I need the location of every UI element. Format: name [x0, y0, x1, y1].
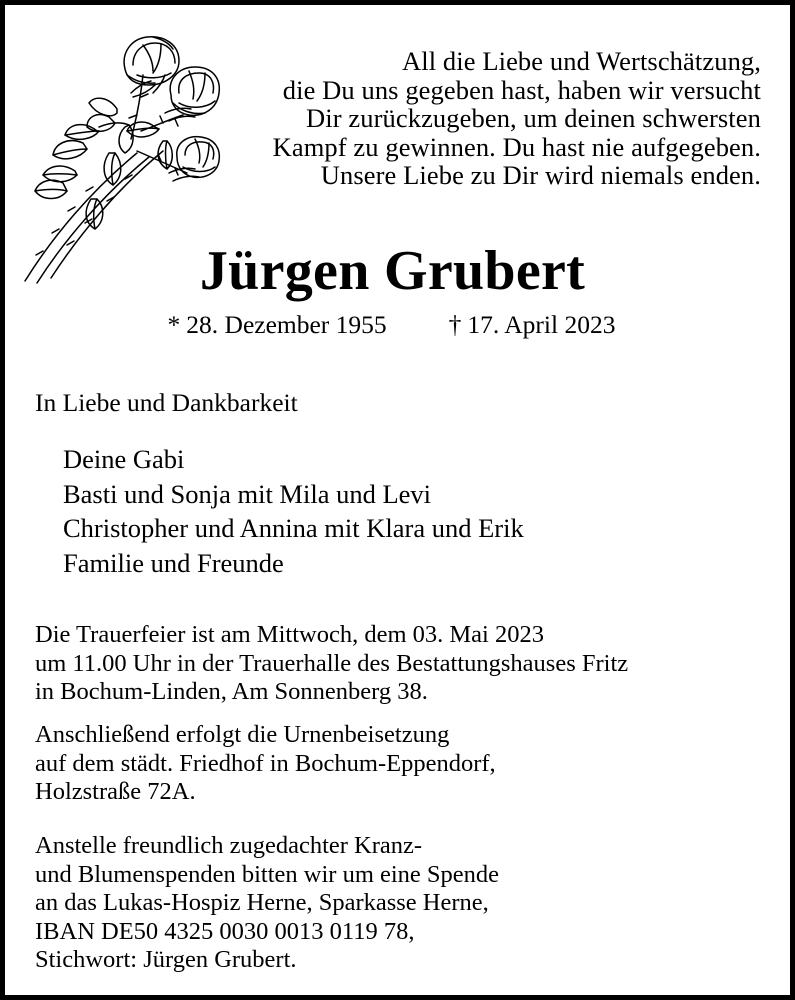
ceremony-line: in Bochum-Linden, Am Sonnenberg 38.: [35, 678, 428, 705]
ceremony-line: um 11.00 Uhr in der Trauerhalle des Bestattungshauses Fritz: [35, 649, 629, 677]
donation-line: an das Lukas-Hospiz Herne, Sparkasse Herne,: [35, 889, 489, 916]
death-date: [449, 310, 616, 340]
mourner-line: Basti und Sonja mit Mila und Levi: [63, 478, 432, 509]
birth-date-text: 28. Dezember 1955: [186, 310, 387, 339]
memorial-verse: [205, 47, 761, 190]
notice-content-area: [5, 5, 790, 995]
ceremony-details: [35, 621, 628, 707]
mourner-line: Christopher und Annina mit Klara und Erik: [63, 513, 524, 543]
deceased-name: Jürgen Grubert: [199, 240, 586, 302]
verse-line-4: Kampf zu gewinnen. Du hast nie aufgegeben.: [272, 131, 761, 162]
burial-line: Anschließend erfolgt die Urnenbeisetzung: [35, 721, 450, 748]
burial-line: Holzstraße 72A.: [35, 778, 196, 805]
mourners-list: [63, 442, 524, 580]
donation-reference-line: Stichwort: Jürgen Grubert.: [35, 946, 297, 973]
verse-line-2: die Du uns gegeben hast, haben wir versucht: [282, 74, 761, 105]
verse-line-5: Unsere Liebe zu Dir wird niemals enden.: [320, 160, 761, 190]
verse-line-3: Dir zurückzugeben, um deinen schwersten: [306, 103, 761, 133]
death-date-text: 17. April 2023: [467, 310, 616, 339]
birth-date: [168, 310, 387, 340]
mourner-line: Familie und Freunde: [63, 547, 284, 578]
mourner-line: Deine Gabi: [63, 444, 185, 474]
donation-line: und Blumenspenden bitten wir um eine Spende: [35, 860, 500, 888]
donation-iban-line: IBAN DE50 4325 0030 0013 0119 78,: [35, 917, 415, 945]
donation-line: Anstelle freundlich zugedachter Kranz-: [35, 832, 423, 859]
life-dates: [5, 310, 795, 340]
death-cross-icon: †: [448, 310, 462, 339]
dedication-text: In Liebe und Dankbarkeit: [35, 388, 298, 417]
ceremony-line: Die Trauerfeier ist am Mittwoch, dem 03. Mai 2023: [35, 621, 544, 648]
burial-details: [35, 721, 496, 807]
birth-star-icon: *: [167, 310, 181, 339]
verse-line-1: All die Liebe und Wertschätzung,: [402, 46, 761, 76]
burial-line: auf dem städt. Friedhof in Bochum-Eppendorf,: [35, 749, 496, 777]
donation-details: [35, 832, 499, 975]
